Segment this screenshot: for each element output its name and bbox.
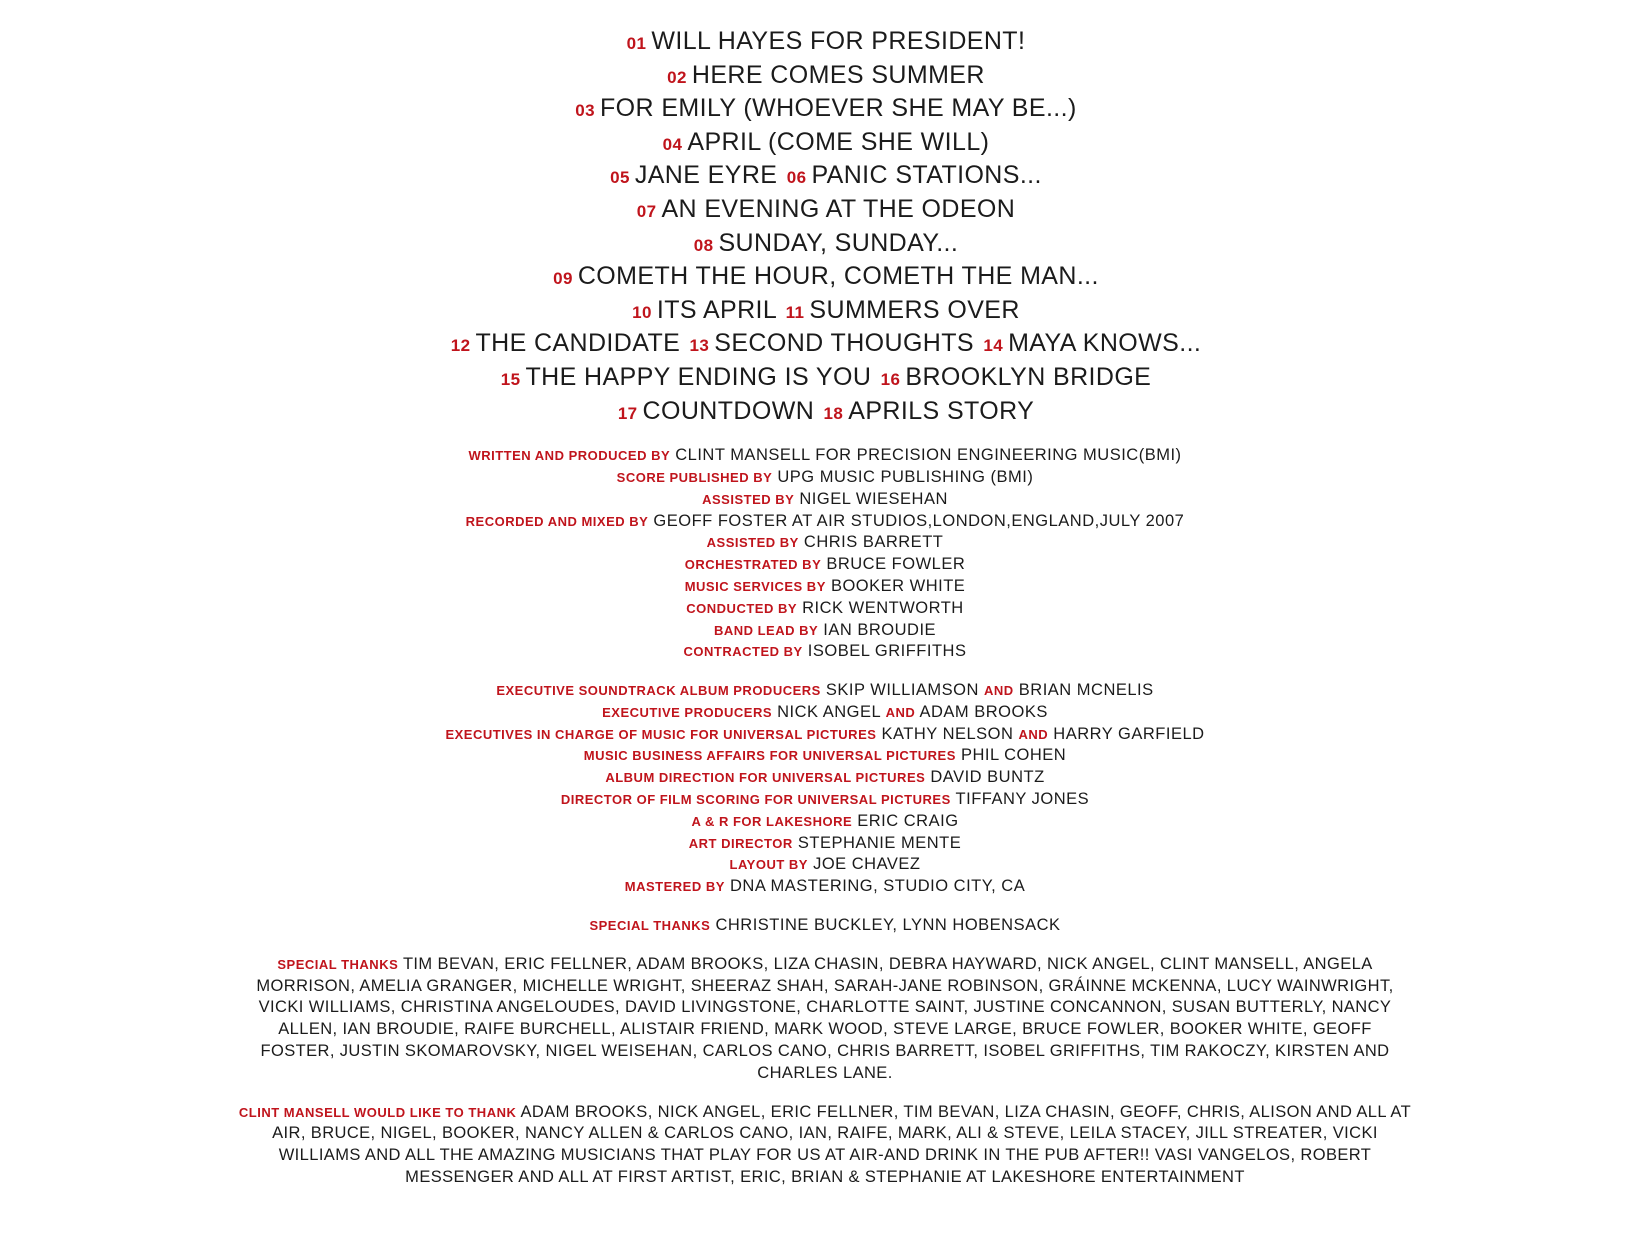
track-line xyxy=(0,228,1650,262)
credit-label: SCORE PUBLISHED BY xyxy=(616,469,773,485)
special-thanks-text: TIM BEVAN, ERIC FELLNER, ADAM BROOKS, LIZA CHASIN, DEBRA HAYWARD, NICK ANGEL, CLINT MANSELL, ANGELA MORRISON, AMELIA GRANGER, MICHELLE WRIGHT, SHEERAZ SHAH, SARAH-JANE ROBINSON, GRÁINNE MCKENNA, LUCY WAINWRIGHT, VICKI WILLIAMS, CHRISTINA ANGELOUDES, DAVID LIVINGSTONE, CHARLOTTE SAINT, JUSTINE CONCANNON, SUSAN BUTTERLY, NANCY ALLEN, IAN BROUDIE, RAIFE BURCHELL, ALISTAIR FRIEND, MARK WOOD, STEVE LARGE, BRUCE FOWLER, BOOKER WHITE, GEOFF FOSTER, JUSTIN SKOMAROVSKY, NIGEL WEISEHAN, CARLOS CANO, CHRIS BARRETT, ISOBEL GRIFFITHS, TIM RAKOCZY, KIRSTEN AND CHARLES LANE. xyxy=(256,954,1394,1082)
track-number: 17 xyxy=(617,403,638,423)
credit-line xyxy=(0,445,1650,467)
special-thanks-label: SPECIAL THANKS xyxy=(589,918,711,934)
track-number: 12 xyxy=(450,336,471,356)
track-list xyxy=(0,26,1650,429)
clint-mansell-thanks xyxy=(230,1102,1420,1189)
credit-label: BAND LEAD BY xyxy=(713,622,819,638)
track-title: FOR EMILY (WHOEVER SHE MAY BE...) xyxy=(600,94,1077,123)
track-title: BROOKLYN BRIDGE xyxy=(905,362,1152,391)
credit-line xyxy=(0,532,1650,554)
credit-line xyxy=(0,745,1650,767)
track-title: AN EVENING AT THE ODEON xyxy=(661,194,1016,223)
track-number: 09 xyxy=(553,269,573,289)
track-line xyxy=(0,160,1650,194)
credit-label: WRITTEN AND PRODUCED BY xyxy=(468,448,671,464)
track-line xyxy=(0,261,1650,295)
production-credits xyxy=(0,445,1650,663)
credit-value: NIGEL WIESEHAN xyxy=(799,489,948,508)
credit-value: SKIP WILLIAMSON xyxy=(825,681,979,700)
track-number: 15 xyxy=(500,369,521,389)
track-title: COUNTDOWN xyxy=(642,396,815,425)
credit-line xyxy=(0,702,1650,724)
credit-line xyxy=(0,576,1650,598)
credit-conjunction: AND xyxy=(885,704,916,720)
track-number: 11 xyxy=(785,302,805,322)
credit-value: RICK WENTWORTH xyxy=(802,598,964,617)
credit-label: MUSIC BUSINESS AFFAIRS FOR UNIVERSAL PICTURES xyxy=(583,748,956,764)
credit-line xyxy=(0,620,1650,642)
credit-value: UPG MUSIC PUBLISHING (BMI) xyxy=(777,467,1034,486)
credit-line xyxy=(0,724,1650,746)
track-line xyxy=(0,362,1650,396)
credit-label: EXECUTIVE PRODUCERS xyxy=(602,704,773,720)
track-number: 18 xyxy=(823,403,844,423)
track-title: JANE EYRE xyxy=(634,161,778,190)
track-title: THE HAPPY ENDING IS YOU xyxy=(525,362,872,391)
track-title: SUMMERS OVER xyxy=(809,295,1020,324)
clint-thanks-label: CLINT MANSELL WOULD LIKE TO THANK xyxy=(238,1104,517,1120)
track-number: 05 xyxy=(610,168,630,188)
credit-value: DAVID BUNTZ xyxy=(930,768,1045,787)
credit-value: KATHY NELSON xyxy=(881,724,1014,743)
credit-value: TIFFANY JONES xyxy=(955,790,1090,809)
credit-label: MASTERED BY xyxy=(624,879,725,895)
credit-label: ART DIRECTOR xyxy=(688,835,793,851)
track-line xyxy=(0,194,1650,228)
track-number: 04 xyxy=(662,134,683,154)
track-number: 03 xyxy=(575,101,595,121)
track-number: 10 xyxy=(632,302,652,322)
credit-conjunction: AND xyxy=(1018,726,1049,742)
track-number: 01 xyxy=(626,34,647,53)
credit-line xyxy=(0,876,1650,898)
credit-value: STEPHANIE MENTE xyxy=(797,833,962,852)
track-title: ITS APRIL xyxy=(656,295,777,324)
special-thanks-label: SPECIAL THANKS xyxy=(277,956,399,972)
credit-line xyxy=(0,554,1650,576)
track-title: HERE COMES SUMMER xyxy=(691,60,985,89)
credit-label: LAYOUT BY xyxy=(729,857,808,873)
track-number: 08 xyxy=(693,235,714,255)
credit-line xyxy=(0,489,1650,511)
credit-value: CLINT MANSELL FOR PRECISION ENGINEERING MUSIC(BMI) xyxy=(675,446,1182,465)
track-title: APRIL (COME SHE WILL) xyxy=(687,127,990,156)
track-title: THE CANDIDATE xyxy=(475,329,681,358)
track-line xyxy=(0,396,1650,430)
track-title: WILL HAYES FOR PRESIDENT! xyxy=(651,27,1026,55)
track-line xyxy=(0,60,1650,94)
credit-line xyxy=(0,680,1650,702)
credit-line xyxy=(0,511,1650,533)
credit-value: ADAM BROOKS xyxy=(919,702,1048,721)
credit-label: RECORDED AND MIXED BY xyxy=(465,513,649,529)
track-number: 16 xyxy=(880,369,901,389)
credit-label: CONTRACTED BY xyxy=(683,644,803,660)
credit-value: ERIC CRAIG xyxy=(857,811,959,830)
track-title: SECOND THOUGHTS xyxy=(714,329,974,358)
track-number: 06 xyxy=(786,168,807,188)
track-number: 07 xyxy=(636,201,657,221)
credit-value: HARRY GARFIELD xyxy=(1053,724,1205,743)
credit-value: NICK ANGEL xyxy=(777,702,881,721)
credit-line xyxy=(0,767,1650,789)
credit-conjunction: AND xyxy=(984,683,1014,699)
credit-label: ASSISTED BY xyxy=(706,535,799,551)
credit-label: ORCHESTRATED BY xyxy=(684,557,822,573)
clint-thanks-text: ADAM BROOKS, NICK ANGEL, ERIC FELLNER, TIM BEVAN, LIZA CHASIN, GEOFF, CHRIS, ALISON AND ALL AT AIR, BRUCE, NIGEL, BOOKER, NANCY ALLEN & CARLOS CANO, IAN, RAIFE, MARK, ALI & STEVE, LEILA STACEY, JILL STREATER, VICKI WILLIAMS AND ALL THE AMAZING MUSICIANS THAT PLAY FOR US AT AIR-AND DRINK IN THE PUB AFTER!! VASI VANGELOS, ROBERT MESSENGER AND ALL AT FIRST ARTIST, ERIC, BRIAN & STEPHANIE AT LAKESHORE ENTERTAINMENT xyxy=(272,1102,1412,1187)
track-title: COMETH THE HOUR, COMETH THE MAN... xyxy=(577,262,1099,291)
credit-label: EXECUTIVES IN CHARGE OF MUSIC FOR UNIVERSAL PICTURES xyxy=(445,726,877,742)
credit-line xyxy=(0,598,1650,620)
track-line xyxy=(0,93,1650,127)
credit-value: CHRIS BARRETT xyxy=(803,533,944,552)
spacer xyxy=(0,937,1650,954)
credit-value: GEOFF FOSTER AT AIR STUDIOS,LONDON,ENGLAND,JULY 2007 xyxy=(653,511,1185,530)
special-thanks-short xyxy=(0,915,1650,937)
credit-line xyxy=(0,467,1650,489)
credit-label: MUSIC SERVICES BY xyxy=(684,578,826,594)
credit-label: EXECUTIVE SOUNDTRACK ALBUM PRODUCERS xyxy=(496,683,821,699)
track-title: SUNDAY, SUNDAY... xyxy=(718,228,959,257)
credit-line xyxy=(0,789,1650,811)
credit-value: IAN BROUDIE xyxy=(823,620,937,639)
credit-label: CONDUCTED BY xyxy=(686,600,798,616)
track-line xyxy=(0,26,1650,60)
spacer xyxy=(0,1085,1650,1102)
credit-label: A & R FOR LAKESHORE xyxy=(691,813,853,829)
credit-line xyxy=(0,833,1650,855)
credit-value: DNA MASTERING, STUDIO CITY, CA xyxy=(729,877,1026,896)
credit-value: ISOBEL GRIFFITHS xyxy=(807,642,967,661)
special-thanks-text: CHRISTINE BUCKLEY, LYNN HOBENSACK xyxy=(715,916,1061,935)
credit-line xyxy=(0,641,1650,663)
track-number: 13 xyxy=(689,336,710,356)
credit-value: JOE CHAVEZ xyxy=(813,855,921,874)
spacer xyxy=(0,898,1650,915)
credit-value: PHIL COHEN xyxy=(960,746,1067,765)
executive-credits xyxy=(0,680,1650,898)
track-title: MAYA KNOWS... xyxy=(1008,329,1202,358)
credit-label: ALBUM DIRECTION FOR UNIVERSAL PICTURES xyxy=(605,770,926,786)
spacer xyxy=(0,663,1650,680)
credit-value: BRIAN MCNELIS xyxy=(1018,681,1154,700)
credit-line xyxy=(0,854,1650,876)
credit-label: DIRECTOR OF FILM SCORING FOR UNIVERSAL PICTURES xyxy=(560,792,951,808)
track-line xyxy=(0,127,1650,161)
credit-value: BOOKER WHITE xyxy=(830,576,966,595)
credit-value: BRUCE FOWLER xyxy=(826,555,966,574)
track-title: APRILS STORY xyxy=(848,396,1035,425)
credit-label: ASSISTED BY xyxy=(702,491,795,507)
track-number: 14 xyxy=(983,336,1004,356)
credit-line xyxy=(0,811,1650,833)
track-number: 02 xyxy=(667,67,687,87)
special-thanks-paragraph xyxy=(250,954,1400,1085)
track-line xyxy=(0,328,1650,362)
track-title: PANIC STATIONS... xyxy=(811,161,1042,190)
track-line xyxy=(0,295,1650,329)
